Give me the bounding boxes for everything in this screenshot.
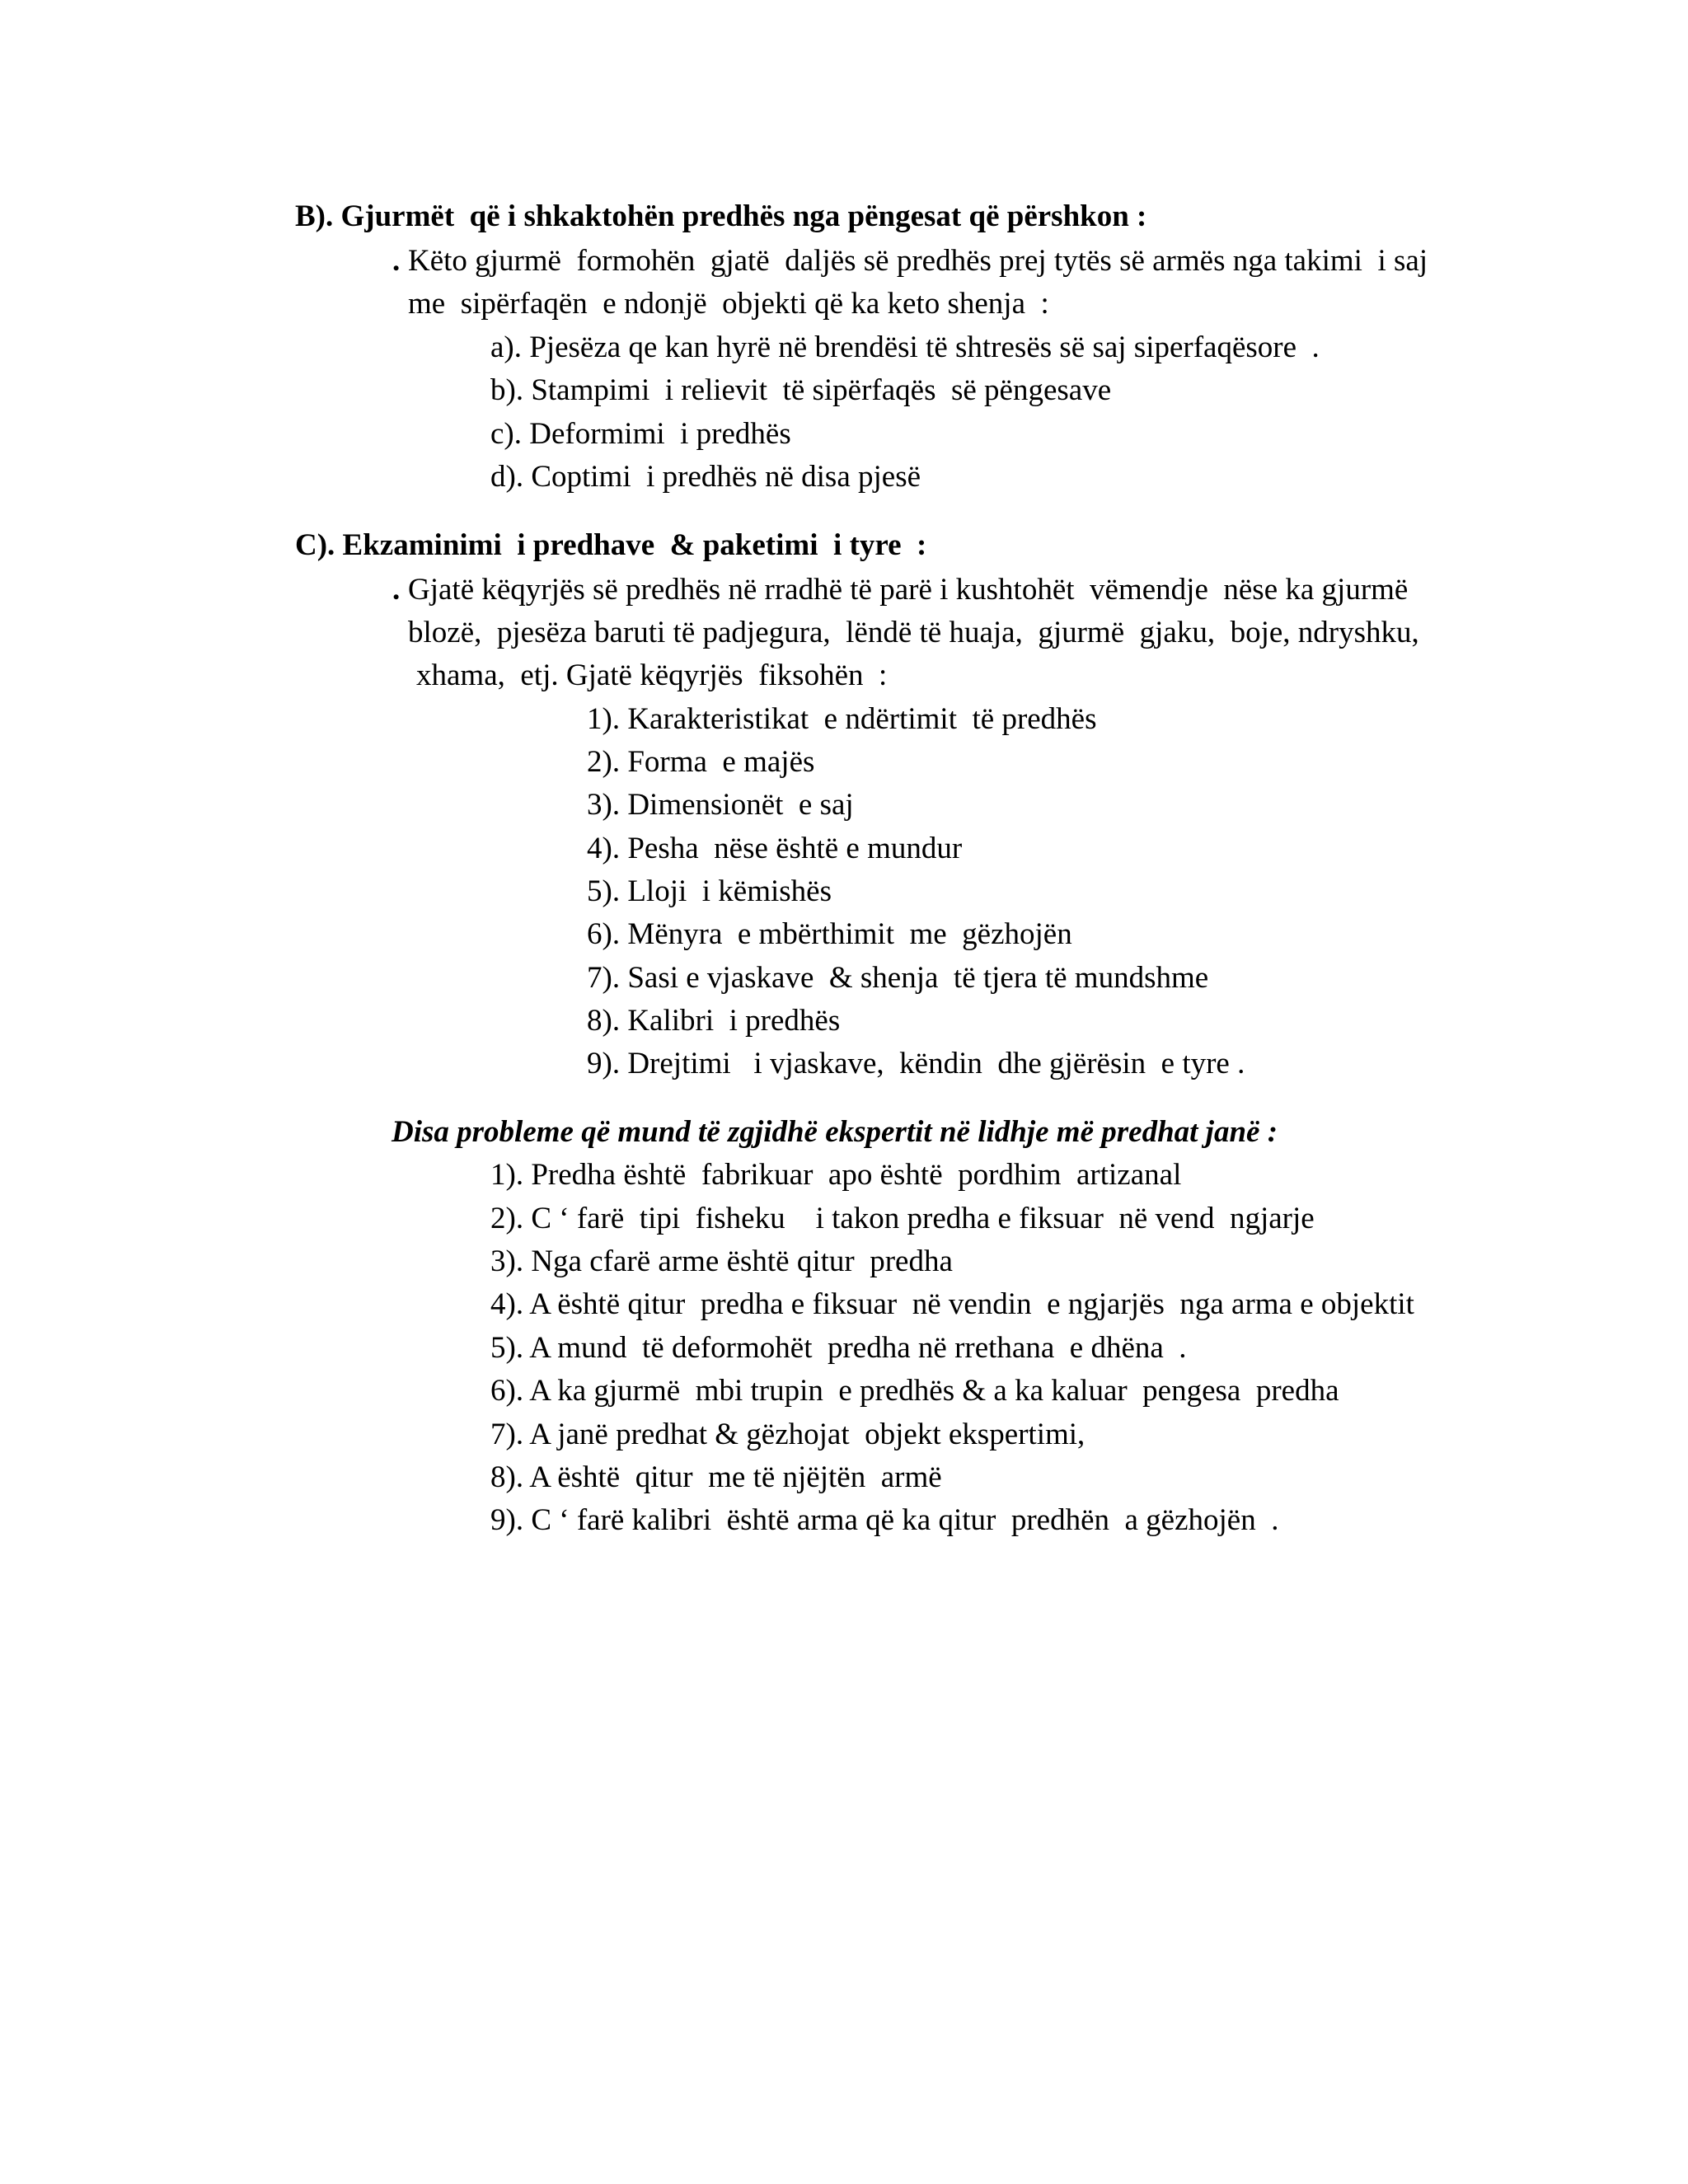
problems-item: 2). C ‘ farë tipi fisheku i takon predha e fiksuar në vend ngjarje — [490, 1202, 1315, 1235]
problems-item: 1). Predha është fabrikuar apo është pordhim artizanal — [490, 1158, 1182, 1192]
section-c-item: 2). Forma e majës — [587, 745, 815, 779]
section-b-bullet: . — [392, 244, 401, 278]
problems-item: 4). A është qitur predha e fiksuar në vendin e ngjarjës nga arma e objektit — [490, 1287, 1414, 1321]
section-c-bullet: . — [392, 573, 401, 607]
section-c-item: 8). Kalibri i predhës — [587, 1004, 841, 1038]
problems-heading: Disa probleme që mund të zgjidhë ekspertit në lidhje më predhat janë : — [392, 1115, 1278, 1149]
problems-item: 8). A është qitur me të njëjtën armë — [490, 1460, 942, 1494]
section-c-intro-line-1: Gjatë këqyrjës së predhës në rradhë të parë i kushtohët vëmendje nëse ka gjurmë — [408, 573, 1409, 607]
section-c-item: 1). Karakteristikat e ndërtimit të predhës — [587, 702, 1097, 736]
section-c-item: 5). Lloji i këmishës — [587, 874, 832, 908]
section-b-item: c). Deformimi i predhës — [490, 417, 791, 451]
section-c-intro-line-3: xhama, etj. Gjatë këqyrjës fiksohën : — [416, 658, 888, 692]
section-c-item: 6). Mënyra e mbërthimit me gëzhojën — [587, 917, 1072, 951]
problems-item: 3). Nga cfarë arme është qitur predha — [490, 1244, 953, 1278]
section-b-item: a). Pjesëza qe kan hyrë në brendësi të shtresës së saj siperfaqësore . — [490, 330, 1320, 364]
section-c-item: 9). Drejtimi i vjaskave, këndin dhe gjërësin e tyre . — [587, 1047, 1245, 1080]
section-c-item: 7). Sasi e vjaskave & shenja të tjera të mundshme — [587, 961, 1209, 995]
section-b-item: b). Stampimi i relievit të sipërfaqës së pëngesave — [490, 373, 1112, 407]
problems-item: 5). A mund të deformohët predha në rrethana e dhëna . — [490, 1331, 1187, 1365]
section-b-item: d). Coptimi i predhës në disa pjesë — [490, 460, 921, 494]
problems-item: 7). A janë predhat & gëzhojat objekt ekspertimi, — [490, 1418, 1085, 1451]
section-c-item: 3). Dimensionët e saj — [587, 788, 854, 822]
section-b-heading: B). Gjurmët që i shkaktohën predhës nga pëngesat që përshkon : — [295, 199, 1147, 233]
section-c-heading: C). Ekzaminimi i predhave & paketimi i tyre : — [295, 528, 927, 562]
section-b-intro-line-1: Këto gjurmë formohën gjatë daljës së predhës prej tytës së armës nga takimi i saj — [408, 244, 1428, 278]
section-b-intro-line-2: me sipërfaqën e ndonjë objekti që ka keto shenja : — [408, 287, 1049, 321]
problems-item: 9). C ‘ farë kalibri është arma që ka qitur predhën a gëzhojën . — [490, 1503, 1279, 1537]
section-c-item: 4). Pesha nëse është e mundur — [587, 832, 963, 865]
section-c-intro-line-2: blozë, pjesëza baruti të padjegura, lëndë të huaja, gjurmë gjaku, boje, ndryshku, — [408, 616, 1419, 649]
problems-item: 6). A ka gjurmë mbi trupin e predhës & a ka kaluar pengesa predha — [490, 1374, 1339, 1408]
